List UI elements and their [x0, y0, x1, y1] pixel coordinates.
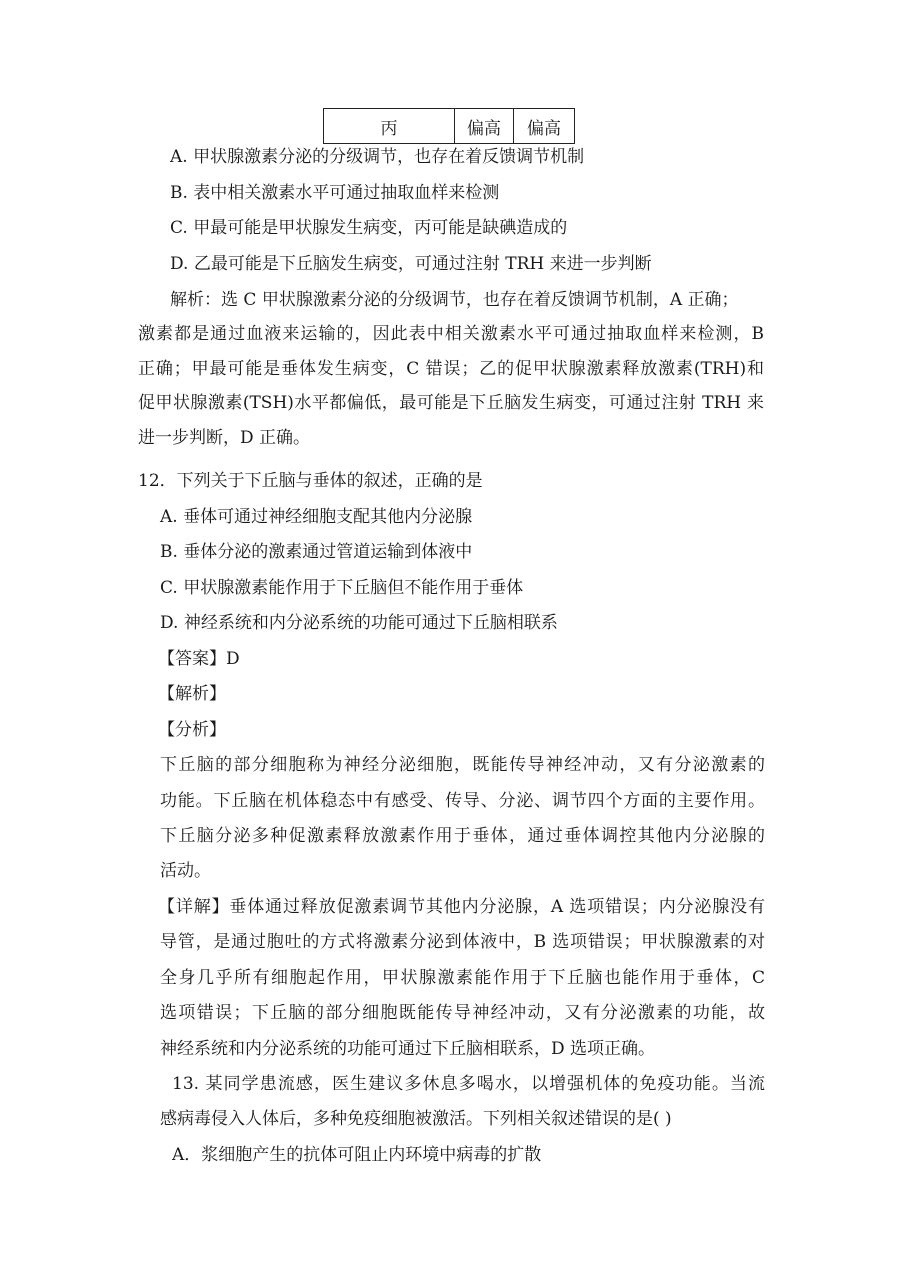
hormone-table: [323, 108, 575, 144]
q11-analysis-line: 进一步判断，D 正确。: [138, 428, 311, 448]
q12-fenxi-line: 下丘脑分泌多种促激素释放激素作用于垂体，通过垂体调控其他内分泌腺的: [160, 826, 765, 846]
q12-detail-line: 导管，是通过胞吐的方式将激素分泌到体液中，B 选项错误；甲状腺激素的对: [160, 932, 765, 952]
q11-option-c: C. 甲最可能是甲状腺发生病变，丙可能是缺碘造成的: [170, 218, 568, 238]
q12-answer: 【答案】D: [158, 649, 240, 669]
q12-option-b: B. 垂体分泌的激素通过管道运输到体液中: [160, 542, 473, 562]
q12-option-c: C. 甲状腺激素能作用于下丘脑但不能作用于垂体: [160, 578, 524, 598]
q12-option-a: A. 垂体可通过神经细胞支配其他内分泌腺: [160, 507, 473, 527]
q11-option-b: B. 表中相关激素水平可通过抽取血样来检测: [170, 183, 500, 203]
q12-fenxi-line: 功能。下丘脑在机体稳态中有感受、传导、分泌、调节四个方面的主要作用。: [160, 791, 765, 811]
table-cell: 偏高: [455, 109, 514, 144]
q13-option-a: A．浆细胞产生的抗体可阻止内环境中病毒的扩散: [172, 1145, 542, 1165]
table-cell: 丙: [324, 109, 455, 144]
q12-fenxi-heading: 【分析】: [158, 720, 226, 740]
q12-detail-line: 全身几乎所有细胞起作用，甲状腺激素能作用于下丘脑也能作用于垂体，C: [160, 968, 765, 988]
q12-jiexi-heading: 【解析】: [158, 684, 226, 704]
q11-option-d: D. 乙最可能是下丘脑发生病变，可通过注射 TRH 来进一步判断: [170, 254, 652, 274]
q11-analysis-line: 激素都是通过血液来运输的，因此表中相关激素水平可通过抽取血样来检测，B: [138, 324, 764, 344]
q13-stem-line: 13. 某同学患流感，医生建议多休息多喝水，以增强机体的免疫功能。当流: [172, 1074, 765, 1094]
q13-stem-line: 感病毒侵入人体后，多种免疫细胞被激活。下列相关叙述错误的是( ): [160, 1109, 672, 1129]
table-row: [324, 109, 575, 144]
q11-option-a: A. 甲状腺激素分泌的分级调节，也存在着反馈调节机制: [170, 147, 585, 167]
q11-analysis-line: 正确；甲最可能是垂体发生病变，C 错误；乙的促甲状腺激素释放激素(TRH)和: [138, 359, 764, 379]
q12-fenxi-line: 下丘脑的部分细胞称为神经分泌细胞，既能传导神经冲动，又有分泌激素的: [160, 755, 765, 775]
q12-detail-line: 【详解】垂体通过释放促激素调节其他内分泌腺，A 选项错误；内分泌腺没有: [158, 897, 765, 917]
table-cell: 偏高: [514, 109, 575, 144]
q12-detail-line: 选项错误；下丘脑的部分细胞既能传导神经冲动，又有分泌激素的功能，故: [160, 1003, 765, 1023]
q12-detail-line: 神经系统和内分泌系统的功能可通过下丘脑相联系，D 选项正确。: [160, 1039, 656, 1059]
q12-option-d: D. 神经系统和内分泌系统的功能可通过下丘脑相联系: [160, 613, 558, 633]
q12-stem: 12．下列关于下丘脑与垂体的叙述，正确的是: [138, 471, 483, 491]
q11-analysis-line: 促甲状腺激素(TSH)水平都偏低，最可能是下丘脑发生病变，可通过注射 TRH 来: [138, 393, 764, 413]
q11-analysis-line: 解析：选 C 甲状腺激素分泌的分级调节，也存在着反馈调节机制，A 正确；: [170, 290, 739, 310]
q12-fenxi-line: 活动。: [160, 861, 211, 881]
